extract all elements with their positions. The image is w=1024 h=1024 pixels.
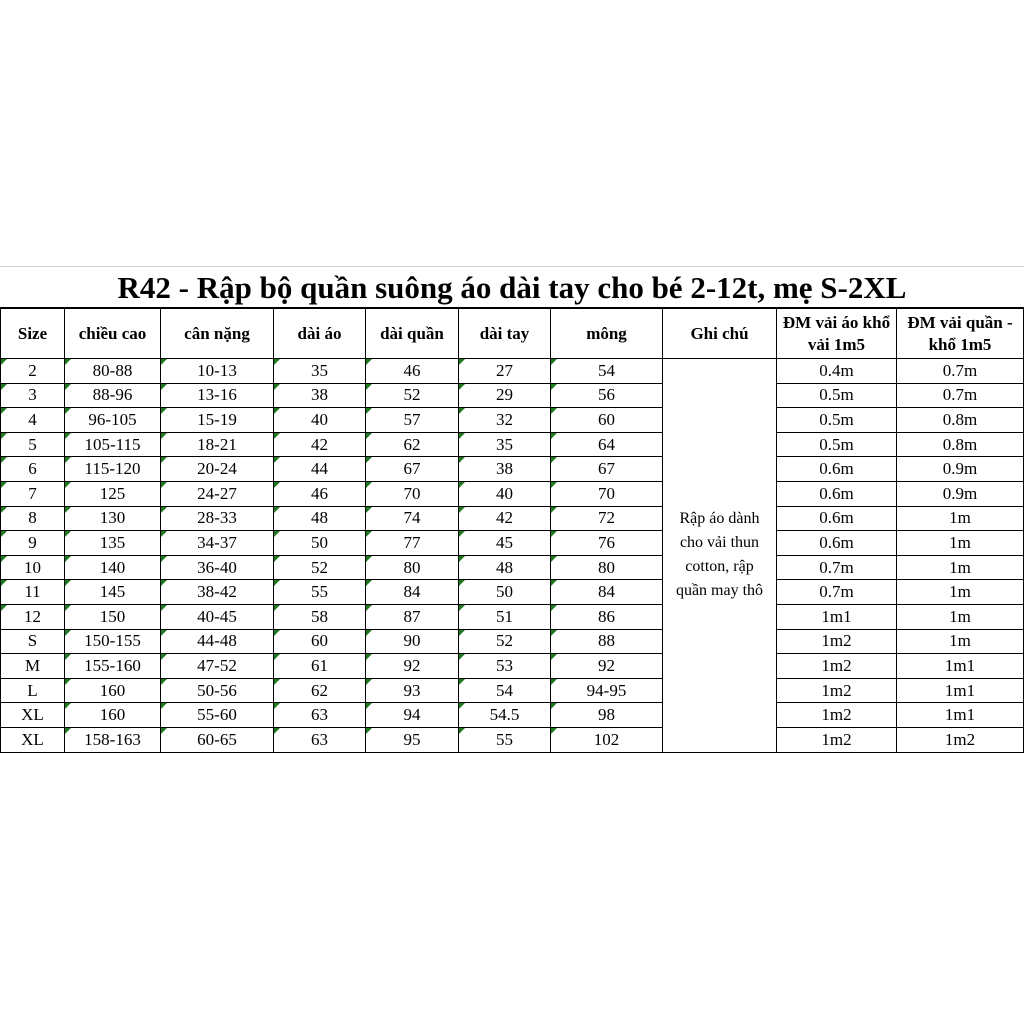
cell-pants-length: 87 (366, 604, 459, 629)
cell-sleeve-length: 53 (459, 654, 551, 679)
header-pants-length: dài quần (366, 309, 459, 359)
cell-shirt-fabric: 0.7m (777, 580, 897, 605)
cell-sleeve-length: 42 (459, 506, 551, 531)
cell-weight: 13-16 (161, 383, 274, 408)
cell-pants-length: 46 (366, 359, 459, 384)
cell-weight: 60-65 (161, 727, 274, 752)
cell-pants-fabric: 1m2 (897, 727, 1024, 752)
cell-height: 158-163 (65, 727, 161, 752)
cell-shirt-length: 62 (274, 678, 366, 703)
cell-height: 160 (65, 703, 161, 728)
table-row (1, 629, 1024, 654)
cell-height: 115-120 (65, 457, 161, 482)
cell-height: 150-155 (65, 629, 161, 654)
cell-pants-length: 77 (366, 531, 459, 556)
header-pants-fabric: ĐM vải quần - khổ 1m5 (897, 309, 1024, 359)
cell-weight: 10-13 (161, 359, 274, 384)
cell-size: 7 (1, 481, 65, 506)
cell-pants-length: 52 (366, 383, 459, 408)
cell-sleeve-length: 54.5 (459, 703, 551, 728)
cell-shirt-length: 61 (274, 654, 366, 679)
cell-size: 11 (1, 580, 65, 605)
cell-sleeve-length: 27 (459, 359, 551, 384)
header-shirt-length: dài áo (274, 309, 366, 359)
size-chart-sheet (0, 266, 1024, 753)
table-row (1, 359, 1024, 384)
cell-size: 6 (1, 457, 65, 482)
cell-sleeve-length: 29 (459, 383, 551, 408)
cell-shirt-length: 60 (274, 629, 366, 654)
cell-pants-fabric: 1m (897, 506, 1024, 531)
cell-height: 88-96 (65, 383, 161, 408)
cell-weight: 47-52 (161, 654, 274, 679)
cell-shirt-fabric: 1m2 (777, 703, 897, 728)
cell-pants-fabric: 1m (897, 531, 1024, 556)
cell-hip: 88 (551, 629, 663, 654)
cell-pants-fabric: 0.8m (897, 432, 1024, 457)
cell-size: M (1, 654, 65, 679)
cell-shirt-fabric: 0.5m (777, 432, 897, 457)
cell-shirt-fabric: 0.4m (777, 359, 897, 384)
cell-shirt-length: 58 (274, 604, 366, 629)
cell-weight: 55-60 (161, 703, 274, 728)
cell-sleeve-length: 35 (459, 432, 551, 457)
cell-pants-fabric: 0.7m (897, 359, 1024, 384)
cell-hip: 102 (551, 727, 663, 752)
cell-shirt-fabric: 0.7m (777, 555, 897, 580)
cell-weight: 15-19 (161, 408, 274, 433)
header-sleeve-length: dài tay (459, 309, 551, 359)
cell-pants-fabric: 0.8m (897, 408, 1024, 433)
cell-sleeve-length: 48 (459, 555, 551, 580)
cell-hip: 76 (551, 531, 663, 556)
cell-weight: 24-27 (161, 481, 274, 506)
cell-hip: 86 (551, 604, 663, 629)
header-height: chiều cao (65, 309, 161, 359)
cell-pants-length: 95 (366, 727, 459, 752)
cell-pants-fabric: 1m1 (897, 678, 1024, 703)
cell-pants-fabric: 0.7m (897, 383, 1024, 408)
cell-weight: 34-37 (161, 531, 274, 556)
table-row (1, 703, 1024, 728)
cell-pants-length: 70 (366, 481, 459, 506)
cell-height: 105-115 (65, 432, 161, 457)
cell-pants-length: 84 (366, 580, 459, 605)
cell-height: 145 (65, 580, 161, 605)
cell-weight: 36-40 (161, 555, 274, 580)
cell-shirt-fabric: 1m2 (777, 654, 897, 679)
table-row (1, 432, 1024, 457)
cell-size: 2 (1, 359, 65, 384)
cell-pants-fabric: 0.9m (897, 457, 1024, 482)
table-row (1, 383, 1024, 408)
header-row (1, 309, 1024, 359)
cell-shirt-fabric: 1m2 (777, 727, 897, 752)
cell-pants-length: 62 (366, 432, 459, 457)
cell-pants-fabric: 1m (897, 604, 1024, 629)
cell-hip: 80 (551, 555, 663, 580)
cell-pants-fabric: 1m (897, 555, 1024, 580)
table-row (1, 555, 1024, 580)
cell-height: 96-105 (65, 408, 161, 433)
cell-shirt-length: 44 (274, 457, 366, 482)
cell-pants-length: 67 (366, 457, 459, 482)
cell-pants-length: 57 (366, 408, 459, 433)
cell-shirt-length: 42 (274, 432, 366, 457)
cell-weight: 28-33 (161, 506, 274, 531)
table-row (1, 481, 1024, 506)
cell-shirt-fabric: 1m1 (777, 604, 897, 629)
cell-shirt-fabric: 0.6m (777, 506, 897, 531)
cell-size: XL (1, 727, 65, 752)
cell-hip: 54 (551, 359, 663, 384)
cell-size: 3 (1, 383, 65, 408)
cell-size: 10 (1, 555, 65, 580)
header-weight: cân nặng (161, 309, 274, 359)
cell-shirt-fabric: 1m2 (777, 629, 897, 654)
cell-shirt-length: 63 (274, 727, 366, 752)
cell-size: 5 (1, 432, 65, 457)
cell-sleeve-length: 38 (459, 457, 551, 482)
cell-sleeve-length: 54 (459, 678, 551, 703)
cell-height: 140 (65, 555, 161, 580)
cell-shirt-fabric: 1m2 (777, 678, 897, 703)
table-row (1, 506, 1024, 531)
cell-size: 12 (1, 604, 65, 629)
cell-pants-length: 94 (366, 703, 459, 728)
cell-size: 9 (1, 531, 65, 556)
cell-height: 130 (65, 506, 161, 531)
cell-shirt-length: 35 (274, 359, 366, 384)
cell-size: 8 (1, 506, 65, 531)
cell-sleeve-length: 51 (459, 604, 551, 629)
size-table (0, 308, 1024, 753)
header-size: Size (1, 309, 65, 359)
table-row (1, 604, 1024, 629)
table-row (1, 678, 1024, 703)
cell-hip: 84 (551, 580, 663, 605)
cell-height: 160 (65, 678, 161, 703)
header-shirt-fabric: ĐM vải áo khổ vải 1m5 (777, 309, 897, 359)
cell-weight: 38-42 (161, 580, 274, 605)
cell-height: 135 (65, 531, 161, 556)
cell-weight: 18-21 (161, 432, 274, 457)
cell-size: S (1, 629, 65, 654)
cell-pants-length: 90 (366, 629, 459, 654)
sheet-title: R42 - Rập bộ quần suông áo dài tay cho bé 2-12t, mẹ S-2XL (0, 266, 1024, 308)
cell-weight: 44-48 (161, 629, 274, 654)
cell-pants-length: 93 (366, 678, 459, 703)
cell-weight: 40-45 (161, 604, 274, 629)
cell-hip: 70 (551, 481, 663, 506)
cell-size: L (1, 678, 65, 703)
cell-sleeve-length: 40 (459, 481, 551, 506)
cell-shirt-fabric: 0.6m (777, 481, 897, 506)
cell-shirt-fabric: 0.6m (777, 457, 897, 482)
cell-pants-fabric: 1m (897, 580, 1024, 605)
cell-height: 125 (65, 481, 161, 506)
cell-size: 4 (1, 408, 65, 433)
cell-shirt-length: 52 (274, 555, 366, 580)
cell-weight: 20-24 (161, 457, 274, 482)
header-hip: mông (551, 309, 663, 359)
note-cell: Rập áo dành cho vải thun cotton, rập quần may thô (663, 359, 777, 753)
cell-shirt-length: 48 (274, 506, 366, 531)
cell-shirt-length: 46 (274, 481, 366, 506)
cell-height: 155-160 (65, 654, 161, 679)
cell-hip: 64 (551, 432, 663, 457)
cell-shirt-fabric: 0.5m (777, 383, 897, 408)
cell-shirt-length: 40 (274, 408, 366, 433)
cell-size: XL (1, 703, 65, 728)
cell-pants-fabric: 1m1 (897, 703, 1024, 728)
cell-shirt-fabric: 0.6m (777, 531, 897, 556)
cell-pants-fabric: 0.9m (897, 481, 1024, 506)
cell-pants-length: 92 (366, 654, 459, 679)
table-row (1, 727, 1024, 752)
cell-sleeve-length: 52 (459, 629, 551, 654)
cell-hip: 92 (551, 654, 663, 679)
cell-shirt-fabric: 0.5m (777, 408, 897, 433)
cell-weight: 50-56 (161, 678, 274, 703)
cell-hip: 56 (551, 383, 663, 408)
cell-sleeve-length: 32 (459, 408, 551, 433)
cell-hip: 72 (551, 506, 663, 531)
cell-pants-fabric: 1m1 (897, 654, 1024, 679)
header-note: Ghi chú (663, 309, 777, 359)
cell-sleeve-length: 50 (459, 580, 551, 605)
cell-hip: 60 (551, 408, 663, 433)
cell-pants-length: 74 (366, 506, 459, 531)
table-row (1, 457, 1024, 482)
cell-pants-fabric: 1m (897, 629, 1024, 654)
table-row (1, 654, 1024, 679)
cell-height: 80-88 (65, 359, 161, 384)
cell-hip: 67 (551, 457, 663, 482)
cell-sleeve-length: 45 (459, 531, 551, 556)
cell-shirt-length: 50 (274, 531, 366, 556)
cell-pants-length: 80 (366, 555, 459, 580)
table-row (1, 580, 1024, 605)
table-row (1, 408, 1024, 433)
cell-height: 150 (65, 604, 161, 629)
cell-shirt-length: 63 (274, 703, 366, 728)
cell-shirt-length: 55 (274, 580, 366, 605)
cell-hip: 94-95 (551, 678, 663, 703)
cell-hip: 98 (551, 703, 663, 728)
cell-shirt-length: 38 (274, 383, 366, 408)
cell-sleeve-length: 55 (459, 727, 551, 752)
table-row (1, 531, 1024, 556)
table-body (1, 359, 1024, 753)
